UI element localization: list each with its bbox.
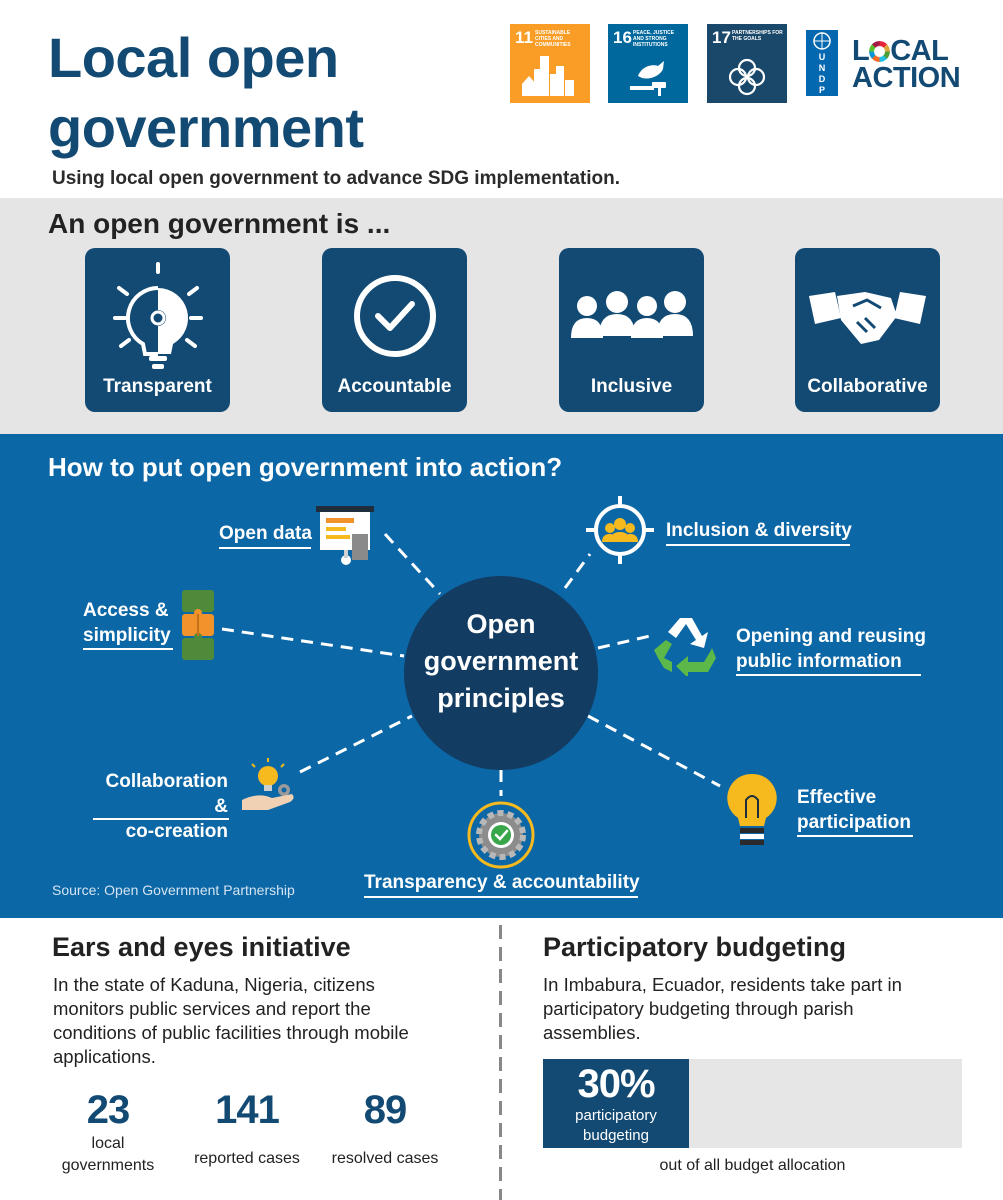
undp-letter: N [818,63,826,73]
ears-eyes-description [53,973,409,1069]
sdg-text: SUSTAINABLE CITIES AND COMMUNITIES [535,30,571,48]
attribute-label: Inclusive [590,376,673,397]
stat-value: 23 [86,1088,130,1132]
attribute-card-inclusive [559,248,704,412]
puzzle-pieces-icon [178,588,218,664]
stat-value: 89 [363,1088,407,1132]
open-government-section [0,198,1003,434]
description-line: In the state of Kaduna, Nigeria, citizens [53,974,375,995]
principle-label: participation [797,812,912,833]
center-label-line: government [423,646,579,676]
sdg-11-badge [510,24,590,103]
attribute-label: Collaborative [807,376,928,397]
gear-check-icon [466,800,536,870]
stat-value: 141 [215,1088,279,1132]
source-note: Source: Open Government Partnership [52,882,295,898]
local-action-logo [852,35,961,94]
principle-label: Inclusion & diversity [666,520,852,541]
page-title-line-2: government [48,96,364,159]
stat-label [315,1148,455,1170]
underline [83,648,173,650]
attribute-card-collaborative [795,248,940,412]
sdg-text: PEACE, JUSTICE AND STRONG INSTITUTIONS [633,30,675,48]
principle-collaboration-cocreation [90,769,228,844]
underline [797,835,913,837]
people-group-icon [559,248,704,378]
description-line: assemblies. [543,1022,641,1043]
principle-label: public information [736,651,902,672]
principle-opening-reusing [736,624,926,674]
stat-label [177,1148,317,1170]
budget-percent: 30% [577,1062,655,1106]
principle-label: co-creation [125,821,228,842]
budget-label [543,1106,689,1146]
handshake-icon [795,248,940,378]
attribute-card-transparent [85,248,230,412]
sdg-text: PARTNERSHIPS FOR THE GOALS [732,30,783,42]
sdg-number: 16 [613,28,632,47]
budget-label-line: participatory [575,1107,657,1124]
principle-label: Open data [219,523,312,544]
undp-letter: P [818,85,825,95]
description-line: conditions of public facilities through mobile [53,1022,409,1043]
section-heading: An open government is ... [48,208,391,239]
underline [364,896,638,898]
sdg-17-badge [707,24,787,103]
description-line: applications. [53,1046,156,1067]
stat-label-line: governments [61,1157,155,1174]
sdg-number: 11 [515,28,533,47]
center-label-line: principles [437,683,565,713]
undp-logo [806,30,838,96]
principle-open-data [219,521,312,546]
budget-caption: out of all budget allocation [659,1157,846,1174]
logo-text: CAL [890,35,949,67]
logo-text: ACTION [852,62,961,94]
principle-label: Access & [83,600,169,621]
description-line: monitors public services and report the [53,998,371,1019]
underline [219,547,311,549]
budgeting-heading: Participatory budgeting [543,932,847,962]
budgeting-description [543,973,902,1045]
action-section [0,434,1003,918]
ears-eyes-heading: Ears and eyes initiative [52,932,351,962]
lightbulb-icon [85,248,230,378]
description-line: participatory budgeting through parish [543,998,854,1019]
lightbulb-icon [724,770,780,850]
principle-label: Effective [797,787,877,808]
sdg-number: 17 [712,28,731,47]
hand-idea-icon [238,756,298,816]
principle-label: Transparency & accountability [364,872,640,893]
underline [93,818,229,820]
sdg-wheel-icon [869,41,890,62]
un-emblem-icon [806,30,838,52]
description-line: In Imbabura, Ecuador, residents take part in [543,974,902,995]
attribute-label: Transparent [103,376,212,397]
underline [736,674,921,676]
attribute-label: Accountable [337,376,452,397]
dashed-divider [499,925,502,1200]
undp-letter: D [818,74,826,84]
principle-label: simplicity [83,625,171,646]
principle-access-simplicity [83,598,171,648]
undp-letter: U [818,52,826,62]
center-label-line: Open [466,609,536,639]
principle-label: Collaboration & [105,771,228,817]
checkmark-circle-icon [322,248,467,378]
budget-label-line: budgeting [583,1127,649,1144]
center-label [404,606,598,717]
logo-text: L [852,35,870,67]
presentation-board-icon [312,504,378,568]
page-title-line-1: Local open [48,26,339,89]
principle-label: Opening and reusing [736,626,927,647]
principle-transparency-accountability [364,870,640,895]
stat-label-line: local [91,1135,125,1152]
section-heading: How to put open government into action? [48,452,563,482]
sdg-16-badge [608,24,688,103]
underline [666,544,850,546]
stat-label-line: resolved cases [331,1150,439,1167]
attribute-card-accountable [322,248,467,412]
stat-label-line: reported cases [194,1150,300,1167]
principle-effective-participation [797,785,911,835]
target-people-icon [586,494,656,566]
principle-inclusion-diversity [666,518,852,543]
stat-label [48,1133,168,1177]
page-subtitle: Using local open government to advance SDG implementation. [52,168,620,189]
recycle-icon [652,614,718,676]
